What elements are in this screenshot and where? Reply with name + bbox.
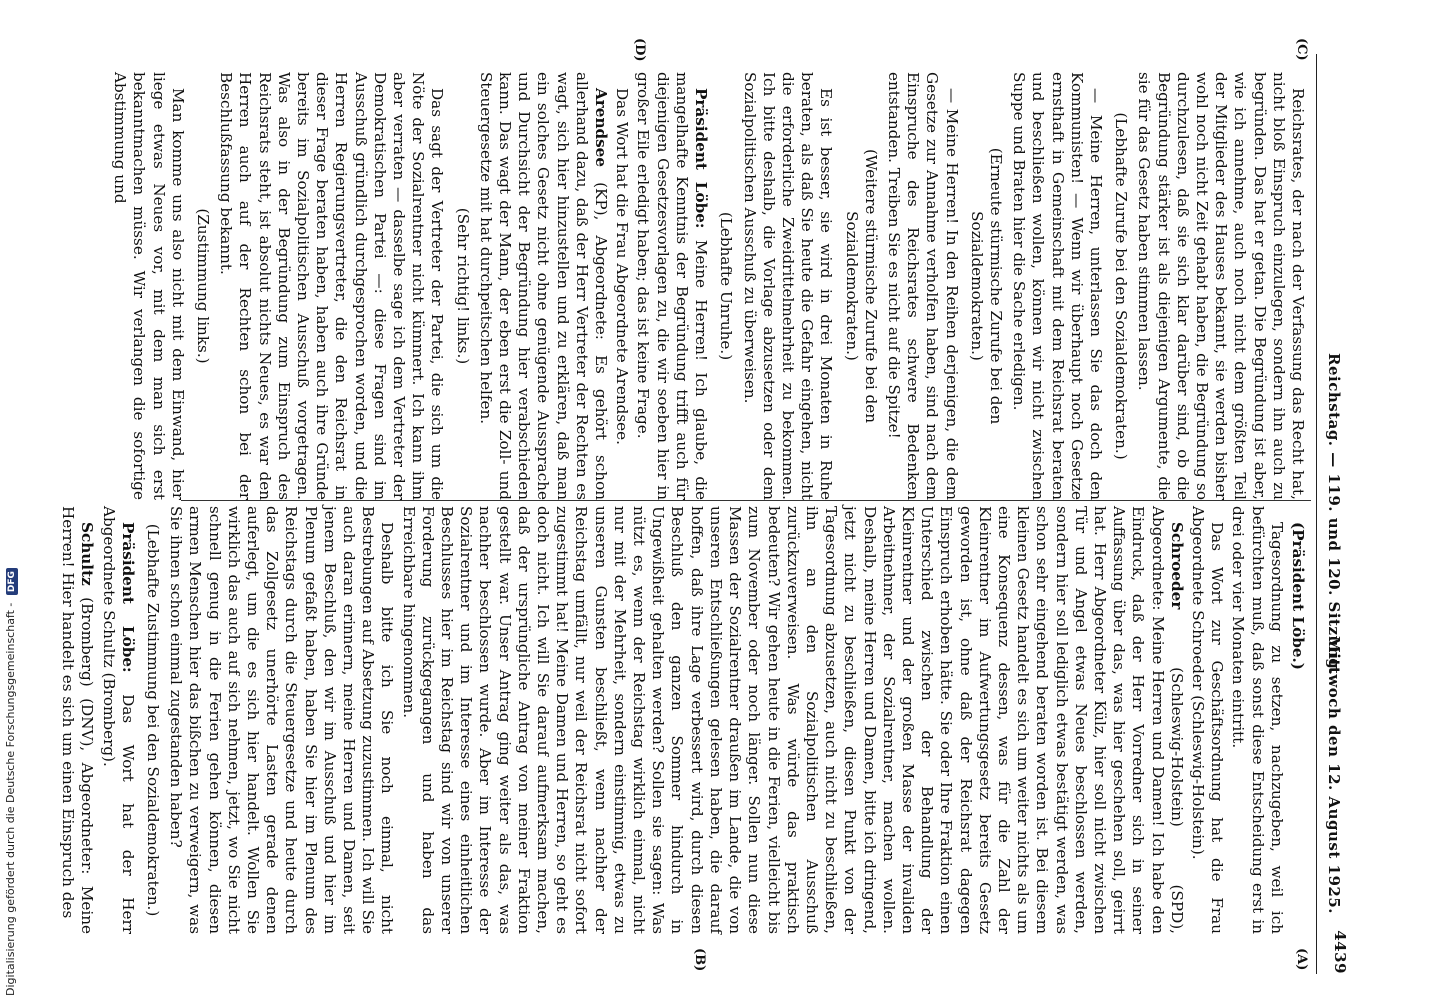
margin-mark-d: (D) bbox=[632, 38, 647, 62]
text-paragraph: Das Wort hat die Frau Abgeordnete Arendsee. bbox=[613, 88, 632, 445]
text-paragraph: Das Wort zur Geschäftsordnung hat die Frau Abgeordnete Schroeder (Schleswig-Holstein). bbox=[1188, 506, 1227, 934]
speech-paragraph bbox=[633, 72, 710, 500]
interjection: (Zustimmung links.) bbox=[194, 208, 213, 364]
speaker-name: Präsident Löbe: bbox=[692, 88, 711, 229]
speaker-name: Präsident Löbe: bbox=[118, 522, 137, 673]
session-title: Reichstag. — 119. und 120. Sitzung. bbox=[1325, 352, 1343, 676]
speech-paragraph bbox=[1288, 506, 1307, 934]
interjection: (Lebhafte Zurufe bei den Sozialdemokraten.) bbox=[1112, 112, 1131, 460]
speaker-name: (Präsident Löbe.) bbox=[1289, 522, 1307, 670]
margin-mark-a: (A) bbox=[1294, 948, 1309, 971]
header-rule bbox=[1316, 54, 1317, 974]
interjection: (Lebhafte Unruhe.) bbox=[717, 211, 736, 361]
interjection: (Lebhafte Zustimmung bei den Sozialdemokraten.) bbox=[144, 523, 163, 917]
speech-paragraph bbox=[398, 506, 1185, 934]
speech-paragraph bbox=[58, 506, 96, 934]
text-paragraph: Es ist besser, sie wird in drei Monaten in Ruhe beraten, als daß Sie heute die Gefahr eingehen, nicht die erforderliche Zweidrittelmehrheit zu bekommen. Ich bitte deshalb, die Vorlage abzusetzen oder dem Sozialpolitischen Ausschuß zu überweisen. bbox=[740, 72, 836, 500]
speech-text: Meine Herren! Ich glaube, die mangelhafte Kenntnis der Begründung trifft auch für diejenigen Gesetzesvorlagen zu, die wir soeben hier in großer Eile erledigt haben; das ist keine Frage. bbox=[634, 72, 711, 500]
document-page bbox=[59, 38, 1349, 974]
left-text-column bbox=[56, 506, 1307, 934]
speaker-name: Schroeder bbox=[1167, 522, 1186, 610]
text-paragraph: Reichsrates, der nach der Verfassung das Recht hat, nicht bloß Einspruch einzulegen, sondern ihn auch zu begründen. Das hat er getan. Die Begründung ist aber, wie ich annehme, auch noch nicht dem größten Teil der Mitglieder des Hauses bekannt, sie werden bisher wohl noch nicht Zeit gehabt haben, die Begründung so durchzulesen, daß sie sich klar darüber sind, ob die Begründung stärker ist als diejenigen Argumente, die sie für das Gesetz haben stimmen lassen. bbox=[1135, 72, 1307, 500]
digitization-footer bbox=[4, 0, 22, 996]
text-paragraph: — Meine Herren! In den Reihen derjenigen, die dem Gesetze zur Annahme verholfen haben, sind nach dem Einspruche des Reichsrates schwere Bedenken entstanden. Treiben Sie es nicht auf die Spitze! bbox=[884, 72, 961, 500]
page-number: 4439 bbox=[1331, 930, 1349, 974]
interjection: (Sehr richtig! links.) bbox=[453, 207, 472, 365]
speaker-name: Schultz bbox=[78, 522, 97, 586]
text-paragraph: — Meine Herren, unterlassen Sie das doch den Kommunisten! — Wenn wir überhaupt noch Gesetze ernsthaft in Gemeinschaft mit dem Reichsrat beraten und beschließen wollen, können wir nicht zwischen Suppe und Braten hier die Sache erledigen. bbox=[1010, 72, 1105, 500]
speech-text: (Schleswig-Holstein) (SPD), Abgeordnete: Meine Herren und Damen! Ich habe den Eindruck, daß der Herr Vorredner sich in seiner Auffassung über das, was hier geschehen soll, geirrt hat. Herr Abgeordneter Külz, hier soll nicht zwischen Tür und Angel etwas Neues beschlossen werden, sondern hier soll lediglich etwas bestätigt werden, was schon sehr eingehend beraten worden ist. Bei diesem kleinen Gesetz handelt es sich um weiter nichts als um eine Konsequenz dessen, was für die Zahl der Kleinrentner im Aufwertungsgesetz bereits Gesetz geworden ist, ohne daß der Reichsrat dagegen Einspruch erhoben hätte. Sie oder Ihre Fraktion einen Unterschied zwischen der Behandlung der Kleinrentner und der großen Masse der invaliden Arbeitnehmer, der Sozialrentner, machen wollen. Deshalb, meine Herren und Damen, bitte ich dringend, jetzt nicht zu beschließen, diesen Punkt von der Tagesordnung abzusetzen, auch nicht zu beschließen, ihn an den Sozialpolitischen Ausschuß zurückzuverweisen. Was würde das praktisch bedeuten? Wir gehen heute in die Ferien, vielleicht bis zum November oder noch länger. Sollen nun diese Massen der Sozialrentner draußen im Lande, die von unseren Entschließungen gelesen haben, die darauf hoffen, daß ihre Lage verbessert wird, durch diesen Beschluß den ganzen Sommer hindurch in Ungewißheit gehalten werden? Sollen sie sagen: Was nützt es, wenn der Reichstag wirklich einmal, nicht nur mit der Mehrheit, sondern einstimmig, etwas zu unseren Gunsten beschließt, wenn nachher der Reichstag umfällt, nur weil der Reichsrat nicht sofort zugestimmt hat! Meine Damen und Herren, so geht es doch nicht. Ich will Sie darauf aufmerksam machen, daß der ursprüngliche Antrag von meiner Fraktion gestellt war. Unser Antrag ging weiter als das, was nachher beschlossen wurde. Aber im Interesse der Sozialrentner und im Interesse eines einheitlichen Beschlusses hier im Reichstag sind wir von unserer Forderung zurückgegangen und haben das Erreichbare hingenommen. bbox=[399, 506, 1186, 935]
dfg-logo-icon: DFG bbox=[6, 568, 18, 595]
text-paragraph: Man komme uns also nicht mit dem Einwand, hier liege etwas Neues vor, mit dem man sich erst bekanntmachen müsse. Wir verlangen die sofortige Abstimmung und bbox=[111, 72, 187, 500]
footer-text: Digitalisierung gefördert durch die Deutsche Forschungsgemeinschaft - bbox=[4, 602, 17, 996]
interjection: (Weitere stürmische Zurufe bei den Sozialdemokraten.) bbox=[842, 148, 880, 424]
speech-text: (KP), Abgeordnete: Es gehört schon allerhand dazu, daß der Herr Vertreter der Rechten es wagt, sich hier hinzustellen und zu erklären, daß man ein solches Gesetz nicht ohne genügende Aussprache und Durchsicht der Begründung hier verabschieden kann. Das wagt der Mann, der eben erst die Zoll- und Steuergesetze mit hat durchpeitschen helfen. bbox=[476, 72, 611, 500]
running-header bbox=[1321, 54, 1347, 974]
speech-paragraph bbox=[476, 72, 610, 500]
margin-mark-c: (C) bbox=[1294, 38, 1309, 61]
speech-paragraph bbox=[98, 506, 136, 934]
session-date: Mittwoch den 12. August 1925. bbox=[1325, 636, 1343, 914]
text-paragraph: Tagesordnung zu setzen, nachzugeben, weil ich befürchten muß, daß sonst diese Entscheidung erst in drei oder vier Monaten eintritt. bbox=[1229, 506, 1286, 934]
text-paragraph: Deshalb bitte ich Sie noch einmal, nicht Bestrebungen auf Absetzung zuzustimmen. Ich will Sie auch daran erinnern, meine Herren und Damen, seit jenem Beschluß, den wir im Ausschuß und hier im Plenum gefaßt haben, haben Sie hier im Plenum des Reichstags durch die Steuergesetze und heute durch das Zollgesetz unerhörte Lasten gerade denen auferlegt, um die es sich hier handelt. Wollen Sie wirklich das auch auf sich nehmen, jetzt, wo Sie nicht schnell genug in die Ferien gehen können, diesen armen Menschen hier das bißchen zu verweigern, was Sie ihnen schon einmal zugestanden haben? bbox=[167, 506, 397, 934]
text-paragraph: Das sagt der Vertreter der Partei, die sich um die Nöte der Sozialrentner nicht kümmert. Ich kann ihm aber verraten — dasselbe sage ich dem Vertreter der Demokratischen Partei —: diese Fragen sind im Ausschuß gründlich durchgesprochen worden, und die Herren Regierungsvertreter, die den Reichsrat in dieser Frage beraten haben, haben auch ihre Gründe bereits im Sozialpolitischen Ausschuß vorgetragen. Was also in der Begründung zum Einspruch des Reichsrats steht, ist absolut nichts Neues, es war den Herren auch auf der Rechten schon bei der Beschlußfassung bekannt. bbox=[217, 72, 447, 500]
margin-mark-b: (B) bbox=[692, 948, 707, 972]
speaker-name: Arendsee bbox=[592, 88, 611, 167]
column-divider bbox=[181, 500, 1311, 501]
speech-text: (Bromberg) (DNV), Abgeordneter: Meine Herren! Hier handelt es sich um einen Einspruch des bbox=[59, 506, 97, 934]
speech-text: Das Wort hat der Herr Abgeordnete Schultz (Bromberg). bbox=[99, 506, 137, 934]
right-text-column bbox=[108, 72, 1307, 500]
interjection: (Erneute stürmische Zurufe bei den Sozialdemokraten.) bbox=[967, 147, 1005, 425]
